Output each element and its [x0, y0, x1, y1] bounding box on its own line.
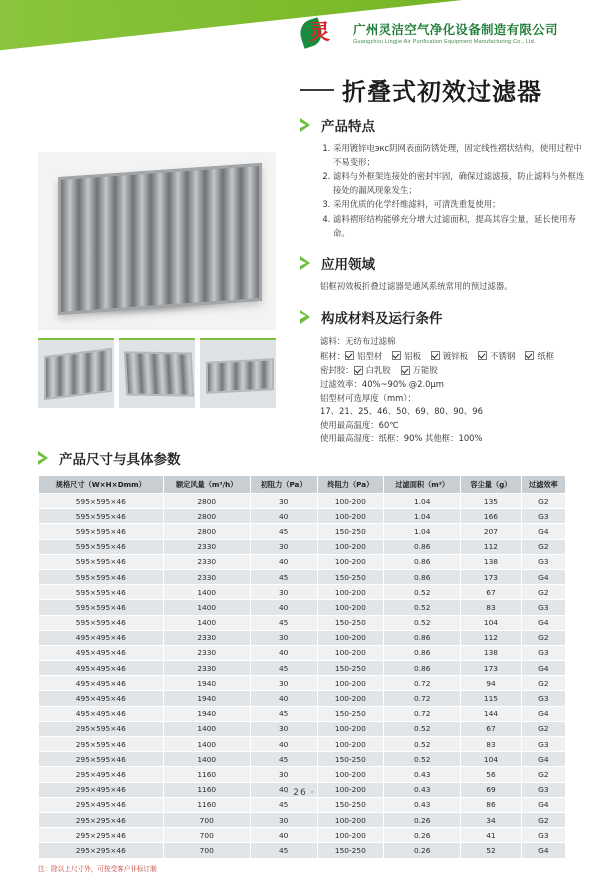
table-cell: 30 [250, 767, 317, 782]
table-cell: 295×295×46 [39, 812, 164, 827]
table-cell: G4 [521, 524, 565, 539]
section-material-title: 构成材料及运行条件 [321, 310, 443, 327]
table-cell: G2 [521, 494, 565, 509]
table-cell: 100-200 [317, 539, 384, 554]
table-cell: 30 [250, 539, 317, 554]
checkbox-option[interactable] [345, 349, 382, 364]
table-row [39, 494, 566, 509]
table-cell: 0.86 [384, 645, 461, 660]
material-line-thickness-values: 17、21、25、46、50、69、80、90、96 [320, 406, 483, 417]
table-cell: 112 [461, 539, 521, 554]
table-cell: 100-200 [317, 812, 384, 827]
table-column-header: 过滤效率 [521, 476, 565, 494]
arrow-right-icon [300, 118, 314, 132]
table-cell: 207 [461, 524, 521, 539]
table-cell: 138 [461, 554, 521, 569]
table-cell: 2330 [163, 645, 250, 660]
table-cell: 40 [250, 645, 317, 660]
table-cell: G4 [521, 615, 565, 630]
option-label: 铝板 [404, 350, 421, 361]
table-cell: 67 [461, 585, 521, 600]
table-cell: 45 [250, 843, 317, 858]
table-cell: 595×595×46 [39, 585, 164, 600]
table-cell: 69 [461, 782, 521, 797]
option-label: 不锈钢 [490, 350, 516, 361]
checkbox-icon[interactable] [354, 366, 363, 375]
material-label: 滤料： [320, 335, 346, 346]
filter-pleats [61, 166, 259, 312]
table-cell: 144 [461, 706, 521, 721]
table-cell: 40 [250, 782, 317, 797]
page-title: 折叠式初效过滤器 [342, 78, 542, 106]
checkbox-icon[interactable] [345, 351, 354, 360]
table-cell: 0.43 [384, 797, 461, 812]
table-cell: G2 [521, 539, 565, 554]
option-label: 纸框 [537, 350, 554, 361]
table-cell: 150-250 [317, 706, 384, 721]
table-cell: 150-250 [317, 524, 384, 539]
table-cell: 295×595×46 [39, 752, 164, 767]
right-content-column [300, 115, 585, 459]
material-row-frame [320, 349, 585, 364]
table-row [39, 524, 566, 539]
table-cell: 295×495×46 [39, 767, 164, 782]
material-label: 框材： [320, 350, 346, 361]
product-thumbnail-2 [119, 338, 195, 408]
table-cell: 100-200 [317, 585, 384, 600]
list-item: 1. 采用镀锌电экс阴网表面防锈处理，固定线性褶状结构，使用过程中不易变形； [333, 142, 585, 169]
table-cell: 295×595×46 [39, 721, 164, 736]
table-cell: G2 [521, 721, 565, 736]
table-cell: 0.26 [384, 828, 461, 843]
table-cell: 30 [250, 494, 317, 509]
material-label: 密封胶： [320, 365, 354, 376]
option-label: 白乳胶 [365, 365, 391, 376]
material-line-efficiency: 过滤效率：40%~90% @2.0μm [320, 378, 444, 389]
table-cell: 495×495×46 [39, 645, 164, 660]
company-name-en: Guangzhou Lingjie Air Purification Equipment Manufacturing Co., Ltd. [353, 39, 536, 46]
table-cell: G3 [521, 554, 565, 569]
table-row [39, 585, 566, 600]
table-cell: 83 [461, 737, 521, 752]
table-cell: 41 [461, 828, 521, 843]
table-note: 注：除以上尺寸外，可按受客户非标订制 [38, 864, 157, 873]
title-rule [300, 89, 334, 91]
table-column-header: 初阻力（Pa） [250, 476, 317, 494]
table-cell: 700 [163, 828, 250, 843]
page-number: · 26 · [285, 788, 315, 798]
table-cell: 1400 [163, 585, 250, 600]
table-cell: 0.52 [384, 737, 461, 752]
table-cell: G4 [521, 843, 565, 858]
checkbox-icon[interactable] [525, 351, 534, 360]
table-cell: 295×495×46 [39, 782, 164, 797]
table-cell: 135 [461, 494, 521, 509]
table-cell: 0.52 [384, 585, 461, 600]
table-cell: 0.86 [384, 539, 461, 554]
table-cell: G2 [521, 585, 565, 600]
material-line-max-temp: 使用最高温度：60℃ [320, 419, 399, 430]
table-cell: 2330 [163, 661, 250, 676]
table-cell: 150-250 [317, 752, 384, 767]
table-cell: 100-200 [317, 509, 384, 524]
table-cell: 100-200 [317, 494, 384, 509]
table-cell: 104 [461, 615, 521, 630]
table-cell: 700 [163, 812, 250, 827]
table-cell: 295×295×46 [39, 828, 164, 843]
table-cell: 2330 [163, 554, 250, 569]
table-cell: 100-200 [317, 782, 384, 797]
table-cell: 100-200 [317, 645, 384, 660]
table-cell: 45 [250, 706, 317, 721]
table-cell: 104 [461, 752, 521, 767]
table-row [39, 691, 566, 706]
table-cell: 150-250 [317, 569, 384, 584]
table-cell: G4 [521, 706, 565, 721]
product-thumbnail-row [38, 338, 276, 408]
table-cell: 0.72 [384, 706, 461, 721]
table-cell: 150-250 [317, 797, 384, 812]
list-item: 2. 滤料与外框架连接处的密封牢固，确保过滤滤接，防止滤料与外框连接处的漏风现象发生； [333, 170, 585, 197]
section-features-head [300, 115, 585, 135]
table-cell: 1400 [163, 721, 250, 736]
table-cell: 0.52 [384, 615, 461, 630]
table-cell: 495×495×46 [39, 706, 164, 721]
checkbox-option[interactable] [431, 349, 468, 364]
table-cell: G4 [521, 569, 565, 584]
table-cell: G3 [521, 509, 565, 524]
table-cell: 150-250 [317, 843, 384, 858]
table-header-row [39, 476, 566, 494]
specification-section [38, 448, 566, 873]
table-cell: 595×595×46 [39, 554, 164, 569]
option-label: 铝型材 [357, 350, 383, 361]
section-application-head [300, 253, 585, 273]
table-cell: 295×595×46 [39, 737, 164, 752]
table-row [39, 554, 566, 569]
table-cell: 100-200 [317, 828, 384, 843]
table-cell: 0.72 [384, 691, 461, 706]
table-cell: 2800 [163, 494, 250, 509]
arrow-right-icon [300, 310, 314, 324]
table-cell: G2 [521, 767, 565, 782]
table-cell: 40 [250, 737, 317, 752]
table-cell: G3 [521, 691, 565, 706]
table-cell: 495×495×46 [39, 661, 164, 676]
section-application [300, 253, 585, 294]
checkbox-option[interactable] [525, 349, 554, 364]
specification-table [38, 475, 566, 859]
material-details [300, 334, 585, 446]
checkbox-icon[interactable] [401, 366, 410, 375]
filter-unit-illustration [58, 163, 262, 315]
table-cell: 40 [250, 691, 317, 706]
brand-block [300, 14, 590, 54]
table-cell: G4 [521, 752, 565, 767]
table-cell: G3 [521, 645, 565, 660]
table-cell: 595×595×46 [39, 600, 164, 615]
table-cell: G2 [521, 676, 565, 691]
table-cell: 45 [250, 752, 317, 767]
table-cell: 100-200 [317, 721, 384, 736]
table-cell: 595×595×46 [39, 539, 164, 554]
table-cell: 0.86 [384, 554, 461, 569]
table-cell: 100-200 [317, 600, 384, 615]
table-cell: G3 [521, 782, 565, 797]
table-cell: 2800 [163, 509, 250, 524]
list-item: 3. 采用优质的化学纤维滤料，可清洗重复使用； [333, 198, 585, 212]
table-cell: 30 [250, 676, 317, 691]
table-cell: 0.26 [384, 812, 461, 827]
table-cell: 100-200 [317, 676, 384, 691]
table-cell: 100-200 [317, 691, 384, 706]
table-cell: 173 [461, 569, 521, 584]
table-cell: 0.43 [384, 782, 461, 797]
checkbox-icon[interactable] [392, 351, 401, 360]
table-row [39, 676, 566, 691]
table-row [39, 767, 566, 782]
table-cell: 1400 [163, 615, 250, 630]
table-column-header: 规格尺寸（W×H×Dmm） [39, 476, 164, 494]
table-row [39, 752, 566, 767]
table-row [39, 600, 566, 615]
table-cell: 40 [250, 600, 317, 615]
table-cell: 1.04 [384, 509, 461, 524]
table-cell: 30 [250, 630, 317, 645]
table-cell: 40 [250, 828, 317, 843]
table-cell: G3 [521, 737, 565, 752]
table-cell: 173 [461, 661, 521, 676]
table-cell: 495×495×46 [39, 691, 164, 706]
application-text: 铝框初效板折叠过滤器是通风系统常用的预过滤器。 [320, 281, 513, 292]
table-cell: 295×495×46 [39, 797, 164, 812]
company-name-cn: 广州灵洁空气净化设备制造有限公司 [353, 21, 558, 37]
table-cell: 2330 [163, 569, 250, 584]
table-cell: 40 [250, 554, 317, 569]
table-cell: 2330 [163, 539, 250, 554]
table-cell: 100-200 [317, 767, 384, 782]
arrow-right-icon [300, 256, 314, 270]
table-row [39, 706, 566, 721]
section-table-title: 产品尺寸与具体参数 [59, 452, 181, 468]
table-cell: 0.52 [384, 752, 461, 767]
table-row [39, 828, 566, 843]
thumbnail-filter-shape [124, 351, 194, 396]
table-cell: 94 [461, 676, 521, 691]
table-row [39, 539, 566, 554]
option-label: 万能胶 [412, 365, 438, 376]
table-cell: 100-200 [317, 737, 384, 752]
table-cell: 1940 [163, 706, 250, 721]
table-cell: 34 [461, 812, 521, 827]
table-cell: 595×595×46 [39, 524, 164, 539]
company-logo-icon [300, 14, 346, 54]
table-row [39, 661, 566, 676]
table-cell: 700 [163, 843, 250, 858]
table-cell: 0.86 [384, 569, 461, 584]
thumbnail-filter-shape [44, 348, 112, 400]
table-cell: 0.52 [384, 600, 461, 615]
table-cell: 30 [250, 585, 317, 600]
checkbox-option[interactable] [392, 349, 421, 364]
table-row [39, 615, 566, 630]
table-cell: 86 [461, 797, 521, 812]
table-cell: G4 [521, 661, 565, 676]
table-cell: 0.52 [384, 721, 461, 736]
arrow-right-icon [38, 451, 52, 465]
material-line-max-humidity: 使用最高湿度：纸框：90% 其他框：100% [320, 433, 483, 444]
table-column-header: 额定风量（m³/h） [163, 476, 250, 494]
table-cell: 45 [250, 569, 317, 584]
table-cell: 166 [461, 509, 521, 524]
features-list [300, 142, 585, 240]
material-row-sealant [320, 363, 585, 378]
product-main-photo [38, 152, 276, 330]
option-label: 无纺布过滤棉 [345, 335, 396, 346]
option-plain [345, 334, 395, 349]
table-cell: 0.86 [384, 630, 461, 645]
table-row [39, 737, 566, 752]
table-cell: G3 [521, 600, 565, 615]
product-thumbnail-1 [38, 338, 114, 408]
page-title-row [300, 72, 590, 107]
table-row [39, 843, 566, 858]
table-row [39, 812, 566, 827]
company-name-block [353, 23, 558, 46]
table-cell: 56 [461, 767, 521, 782]
thumbnail-filter-shape [206, 358, 274, 394]
table-cell: 150-250 [317, 615, 384, 630]
table-row [39, 630, 566, 645]
table-cell: 45 [250, 797, 317, 812]
table-cell: 0.43 [384, 767, 461, 782]
table-cell: 1160 [163, 782, 250, 797]
table-row [39, 721, 566, 736]
list-item: 4. 滤料褶形结构能够充分增大过滤面积，提高其容尘量，延长使用寿命。 [333, 213, 585, 240]
section-material [300, 307, 585, 446]
table-cell: 1160 [163, 767, 250, 782]
checkbox-icon[interactable] [431, 351, 440, 360]
table-cell: 0.86 [384, 661, 461, 676]
table-cell: 1160 [163, 797, 250, 812]
table-cell: 595×595×46 [39, 494, 164, 509]
logo-character: 灵 [309, 20, 328, 44]
table-row [39, 509, 566, 524]
section-material-head [300, 307, 585, 327]
table-cell: 138 [461, 645, 521, 660]
checkbox-option[interactable] [478, 349, 515, 364]
table-column-header: 容尘量（g） [461, 476, 521, 494]
table-cell: 495×495×46 [39, 676, 164, 691]
table-cell: 0.26 [384, 843, 461, 858]
table-cell: G3 [521, 828, 565, 843]
section-application-title: 应用领域 [321, 257, 375, 274]
table-cell: 83 [461, 600, 521, 615]
table-cell: 2330 [163, 630, 250, 645]
table-column-header: 过滤面积（m²） [384, 476, 461, 494]
table-cell: 112 [461, 630, 521, 645]
table-cell: 295×295×46 [39, 843, 164, 858]
table-cell: G4 [521, 797, 565, 812]
checkbox-icon[interactable] [478, 351, 487, 360]
product-thumbnail-3 [200, 338, 276, 408]
section-features-title: 产品特点 [321, 119, 375, 135]
table-cell: 52 [461, 843, 521, 858]
table-cell: 45 [250, 615, 317, 630]
table-cell: 30 [250, 721, 317, 736]
section-table-head [38, 448, 566, 468]
table-cell: 115 [461, 691, 521, 706]
table-cell: 2800 [163, 524, 250, 539]
checkbox-option[interactable] [354, 363, 391, 378]
section-features [300, 115, 585, 240]
table-cell: 1940 [163, 676, 250, 691]
table-row [39, 645, 566, 660]
table-cell: 1940 [163, 691, 250, 706]
table-cell: 67 [461, 721, 521, 736]
table-cell: 1400 [163, 737, 250, 752]
table-cell: 30 [250, 812, 317, 827]
table-body [39, 494, 566, 859]
table-cell: 1400 [163, 752, 250, 767]
table-cell: 1.04 [384, 524, 461, 539]
table-column-header: 终阻力（Pa） [317, 476, 384, 494]
table-cell: 45 [250, 661, 317, 676]
table-cell: G2 [521, 812, 565, 827]
table-cell: 495×495×46 [39, 630, 164, 645]
table-cell: 0.72 [384, 676, 461, 691]
table-header [39, 476, 566, 494]
option-label: 镀锌板 [443, 350, 469, 361]
material-line-thickness-label: 铝型材可选厚度（mm）： [320, 392, 416, 403]
table-cell: 1.04 [384, 494, 461, 509]
table-cell: 150-250 [317, 661, 384, 676]
material-row-filter [320, 334, 585, 349]
table-row [39, 569, 566, 584]
table-cell: 1400 [163, 600, 250, 615]
table-cell: 595×595×46 [39, 569, 164, 584]
table-cell: 45 [250, 524, 317, 539]
table-row [39, 797, 566, 812]
table-cell: 595×595×46 [39, 509, 164, 524]
checkbox-option[interactable] [401, 363, 438, 378]
table-cell: 40 [250, 509, 317, 524]
table-cell: 100-200 [317, 630, 384, 645]
table-cell: G2 [521, 630, 565, 645]
table-cell: 100-200 [317, 554, 384, 569]
table-cell: 595×595×46 [39, 615, 164, 630]
